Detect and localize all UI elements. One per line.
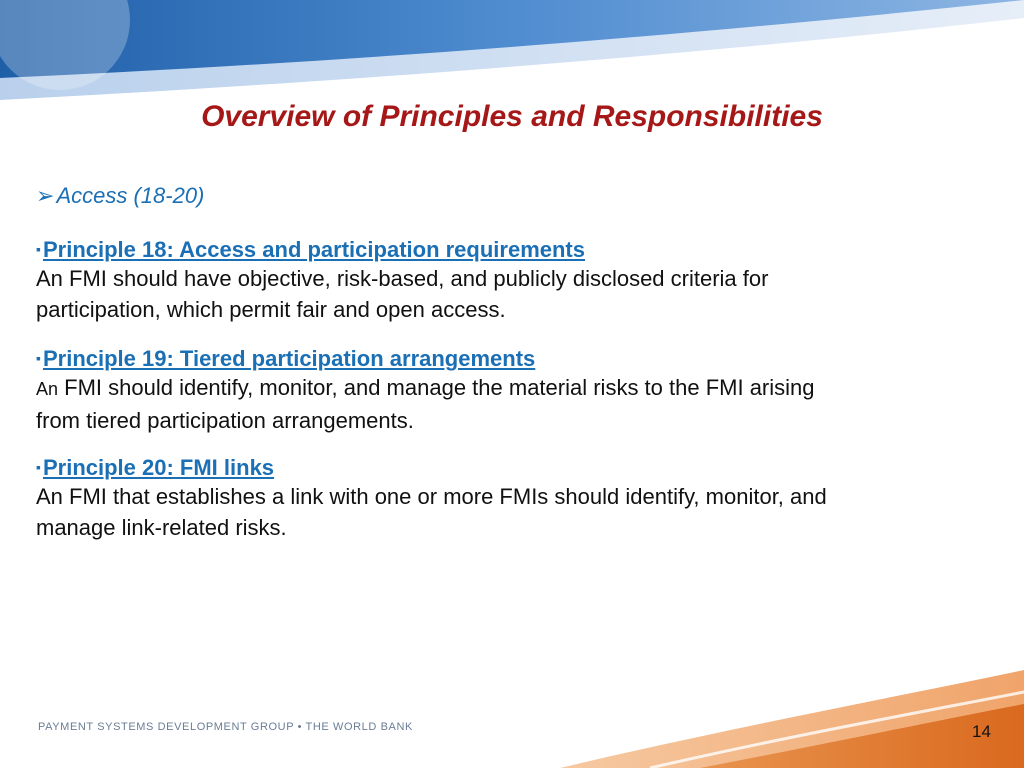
arrow-bullet-icon: ➢ <box>36 183 55 208</box>
bottom-swoosh-graphic <box>0 660 1024 768</box>
footer-organization: PAYMENT SYSTEMS DEVELOPMENT GROUP • THE WORLD BANK <box>38 721 413 733</box>
description-line: participation, which permit fair and open access. <box>36 297 506 322</box>
principle-18 <box>36 236 986 325</box>
square-bullet-icon: ▪ <box>36 241 41 257</box>
description-prefix: An <box>36 379 59 399</box>
principle-19-description <box>36 372 986 436</box>
principle-19 <box>36 345 986 436</box>
square-bullet-icon: ▪ <box>36 459 41 475</box>
description-line: An FMI should have objective, risk-based, and publicly disclosed criteria for <box>36 266 769 291</box>
principle-heading-row <box>36 454 986 481</box>
description-line: An FMI that establishes a link with one or more FMIs should identify, monitor, and <box>36 484 827 509</box>
principle-20-description <box>36 481 986 543</box>
top-banner-graphic <box>0 0 1024 110</box>
principle-heading-row <box>36 236 986 263</box>
description-line <box>36 372 986 405</box>
principle-20-link[interactable]: Principle 20: FMI links <box>42 455 275 480</box>
description-line: from tiered participation arrangements. <box>36 408 414 433</box>
principle-18-description <box>36 263 986 325</box>
principle-19-link[interactable]: Principle 19: Tiered participation arrangements <box>42 346 536 371</box>
page-number: 14 <box>972 722 991 741</box>
description-line: manage link-related risks. <box>36 515 287 540</box>
principle-20 <box>36 454 986 543</box>
section-label: Access (18-20) <box>56 183 205 208</box>
principle-heading-row <box>36 345 986 372</box>
square-bullet-icon: ▪ <box>36 350 41 366</box>
slide-title: Overview of Principles and Responsibilities <box>201 100 823 133</box>
description-text: FMI should identify, monitor, and manage the material risks to the FMI arising <box>58 375 815 400</box>
principle-18-link[interactable]: Principle 18: Access and participation requirements <box>42 237 585 262</box>
section-heading <box>36 183 204 209</box>
